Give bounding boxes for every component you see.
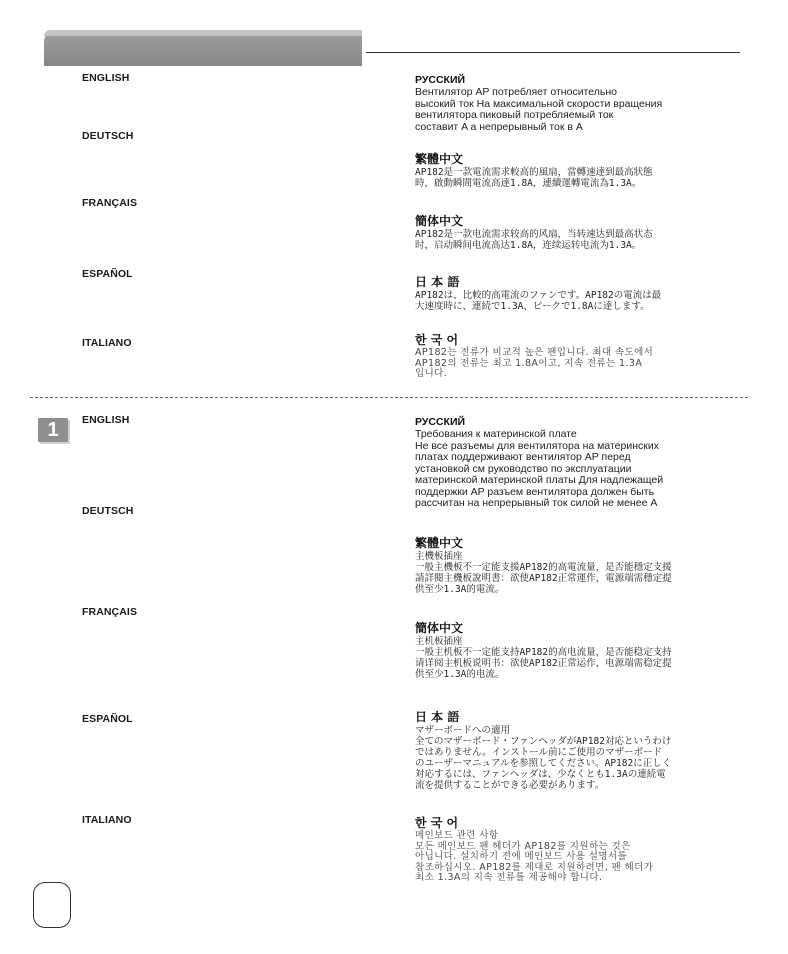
label-english: ENGLISH bbox=[82, 414, 130, 426]
label-italiano: ITALIANO bbox=[82, 814, 132, 826]
block-title: 日 本 語 bbox=[415, 275, 460, 289]
label-italiano: ITALIANO bbox=[82, 337, 132, 349]
block-title: 한 국 어 bbox=[415, 333, 459, 347]
block-japanese bbox=[415, 275, 745, 312]
block-trad-chinese bbox=[415, 152, 745, 189]
block-korean bbox=[415, 333, 745, 380]
block-body: Вентилятор AP потребляет относительно высокий ток На максимальной скорости вращения вентилятора пиковый потребляемый ток составит A а непрерывный ток в A bbox=[415, 86, 663, 133]
block-title: РУССКИЙ bbox=[415, 74, 466, 86]
block-title: 簡体中文 bbox=[415, 621, 464, 635]
block-body: AP182是一款电流需求较高的风扇，当转速达到最高状态 时，启动瞬间电流高达1.8A，连续运转电流为1.3A。 bbox=[415, 229, 653, 251]
block-title: 繁體中文 bbox=[415, 536, 464, 550]
block-body: マザーボードへの適用 全てのマザーボード・ファンヘッダがAP182対応というわけ ではありません。インストール前にご使用のマザーボード のユーザーマニュアルを参照してください。AP182に正しく 対応するには、ファンヘッダは、少なくとも1.3Aの連続電 流を提供することができる必要があります。 bbox=[415, 725, 672, 791]
block-title: 한 국 어 bbox=[415, 816, 459, 830]
label-francais: FRANÇAIS bbox=[82, 197, 138, 209]
block-korean bbox=[415, 816, 745, 884]
label-espanol: ESPAÑOL bbox=[82, 268, 133, 280]
block-title: 繁體中文 bbox=[415, 152, 464, 166]
block-body: AP182は、比較的高電流のファンです。AP182の電流は最 大速度時に、連続で1.3A、ピークで1.8Aに達します。 bbox=[415, 290, 662, 312]
block-trad-chinese bbox=[415, 536, 745, 595]
label-english: ENGLISH bbox=[82, 72, 130, 84]
section-divider bbox=[30, 397, 748, 398]
label-espanol: ESPAÑOL bbox=[82, 713, 133, 725]
block-title: 簡体中文 bbox=[415, 214, 464, 228]
block-title: 日 本 語 bbox=[415, 710, 460, 724]
block-body: 메인보드 관련 사항 모든 메인보드 팬 헤더가 AP182를 지원하는 것은 아닙니다. 설치하기 전에 메인보드 사용 설명서를 참조하십시오. AP182를 제대로 지원하려면, 팬 헤더가 최소 1.3A의 지속 전류를 제공해야 합니다. bbox=[415, 830, 654, 883]
block-simp-chinese bbox=[415, 214, 745, 251]
header-tab-highlight bbox=[44, 30, 362, 36]
header-rule bbox=[366, 52, 740, 53]
block-title: РУССКИЙ bbox=[415, 416, 466, 428]
block-body: AP182是一款電流需求較高的風扇，當轉速達到最高狀態 時，啟動瞬間電流高達1.8A，連續運轉電流為1.3A。 bbox=[415, 167, 653, 189]
label-francais: FRANÇAIS bbox=[82, 606, 138, 618]
block-body: AP182는 전류가 비교적 높은 팬입니다. 최대 속도에서 AP182의 전류는 최고 1.8A이고, 지속 전류는 1.3A 입니다. bbox=[415, 347, 654, 379]
block-body: 主機板插座 一般主機板不一定能支援AP182的高電流量，是否能穩定支援 請詳閱主機板說明書：欲使AP182正常運作，電源端需穩定提 供至少1.3A的電流。 bbox=[415, 551, 672, 595]
step-number: 1 bbox=[47, 419, 59, 441]
block-russian bbox=[415, 73, 745, 133]
block-russian bbox=[415, 415, 745, 510]
label-deutsch: DEUTSCH bbox=[82, 130, 134, 142]
block-japanese bbox=[415, 710, 745, 791]
block-body: 主机板插座 一般主机板不一定能支持AP182的高电流量，是否能稳定支持 请详阅主机板说明书：欲使AP182正常运作，电源端需稳定提 供至少1.3A的电流。 bbox=[415, 636, 672, 680]
block-simp-chinese bbox=[415, 621, 745, 680]
label-deutsch: DEUTSCH bbox=[82, 505, 134, 517]
block-body: Требования к материнской плате Не все разъемы для вентилятора на материнских платах поддерживают вентилятор AP перед установкой см руководство по эксплуатации материнской материнской платы Для надлежащей поддержки AP разъем вентилятора должен быть рассчитан на непрерывный ток силой не менее A bbox=[415, 428, 664, 509]
page-marker-box bbox=[33, 882, 71, 928]
